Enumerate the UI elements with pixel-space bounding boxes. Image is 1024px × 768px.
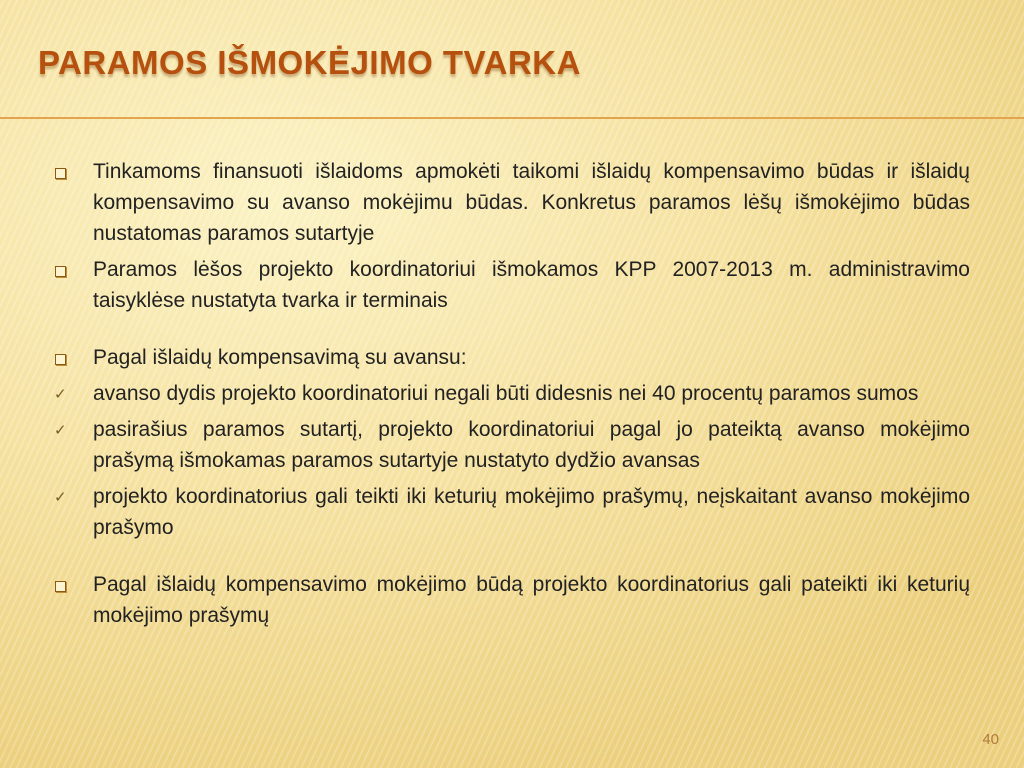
page-number: 40	[982, 731, 999, 748]
list-item	[54, 342, 970, 373]
list-item	[54, 378, 970, 409]
slide-title: PARAMOS IŠMOKĖJIMO TVARKA	[38, 44, 581, 81]
list-item	[54, 569, 970, 631]
list-item	[54, 414, 970, 476]
list-item-text: pasirašius paramos sutartį, projekto koordinatoriui pagal jo pateiktą avanso mokėjimo prašymą išmokamas paramos sutartyje nustatyto dydžio avansas	[93, 418, 970, 472]
checkmark-icon: ✓	[54, 489, 67, 506]
list-item-text: Pagal išlaidų kompensavimo mokėjimo būdą projekto koordinatorius gali pateikti iki keturių mokėjimo prašymų	[93, 573, 970, 627]
list-item-text: Paramos lėšos projekto koordinatoriui išmokamos KPP 2007-2013 m. administravimo taisyklėse nustatyta tvarka ir terminais	[93, 258, 970, 312]
checkmark-icon: ✓	[54, 422, 67, 439]
checkmark-icon: ✓	[54, 386, 67, 403]
list-item-text: avanso dydis projekto koordinatoriui negali būti didesnis nei 40 procentų paramos sumos	[93, 382, 919, 405]
list-item	[54, 156, 970, 249]
list-item-text: Pagal išlaidų kompensavimą su avansu:	[93, 346, 467, 369]
list-item-text: projekto koordinatorius gali teikti iki keturių mokėjimo prašymų, neįskaitant avanso mokėjimo prašymo	[93, 485, 970, 539]
list-item	[54, 254, 970, 316]
list-item	[54, 481, 970, 543]
bullet-list	[54, 156, 970, 636]
title-divider	[0, 117, 1024, 119]
list-item-text: Tinkamoms finansuoti išlaidoms apmokėti taikomi išlaidų kompensavimo būdas ir išlaidų kompensavimo su avanso mokėjimu būdas. Konkretus paramos lėšų išmokėjimo būdas nustatomas paramos sutartyje	[93, 160, 970, 245]
